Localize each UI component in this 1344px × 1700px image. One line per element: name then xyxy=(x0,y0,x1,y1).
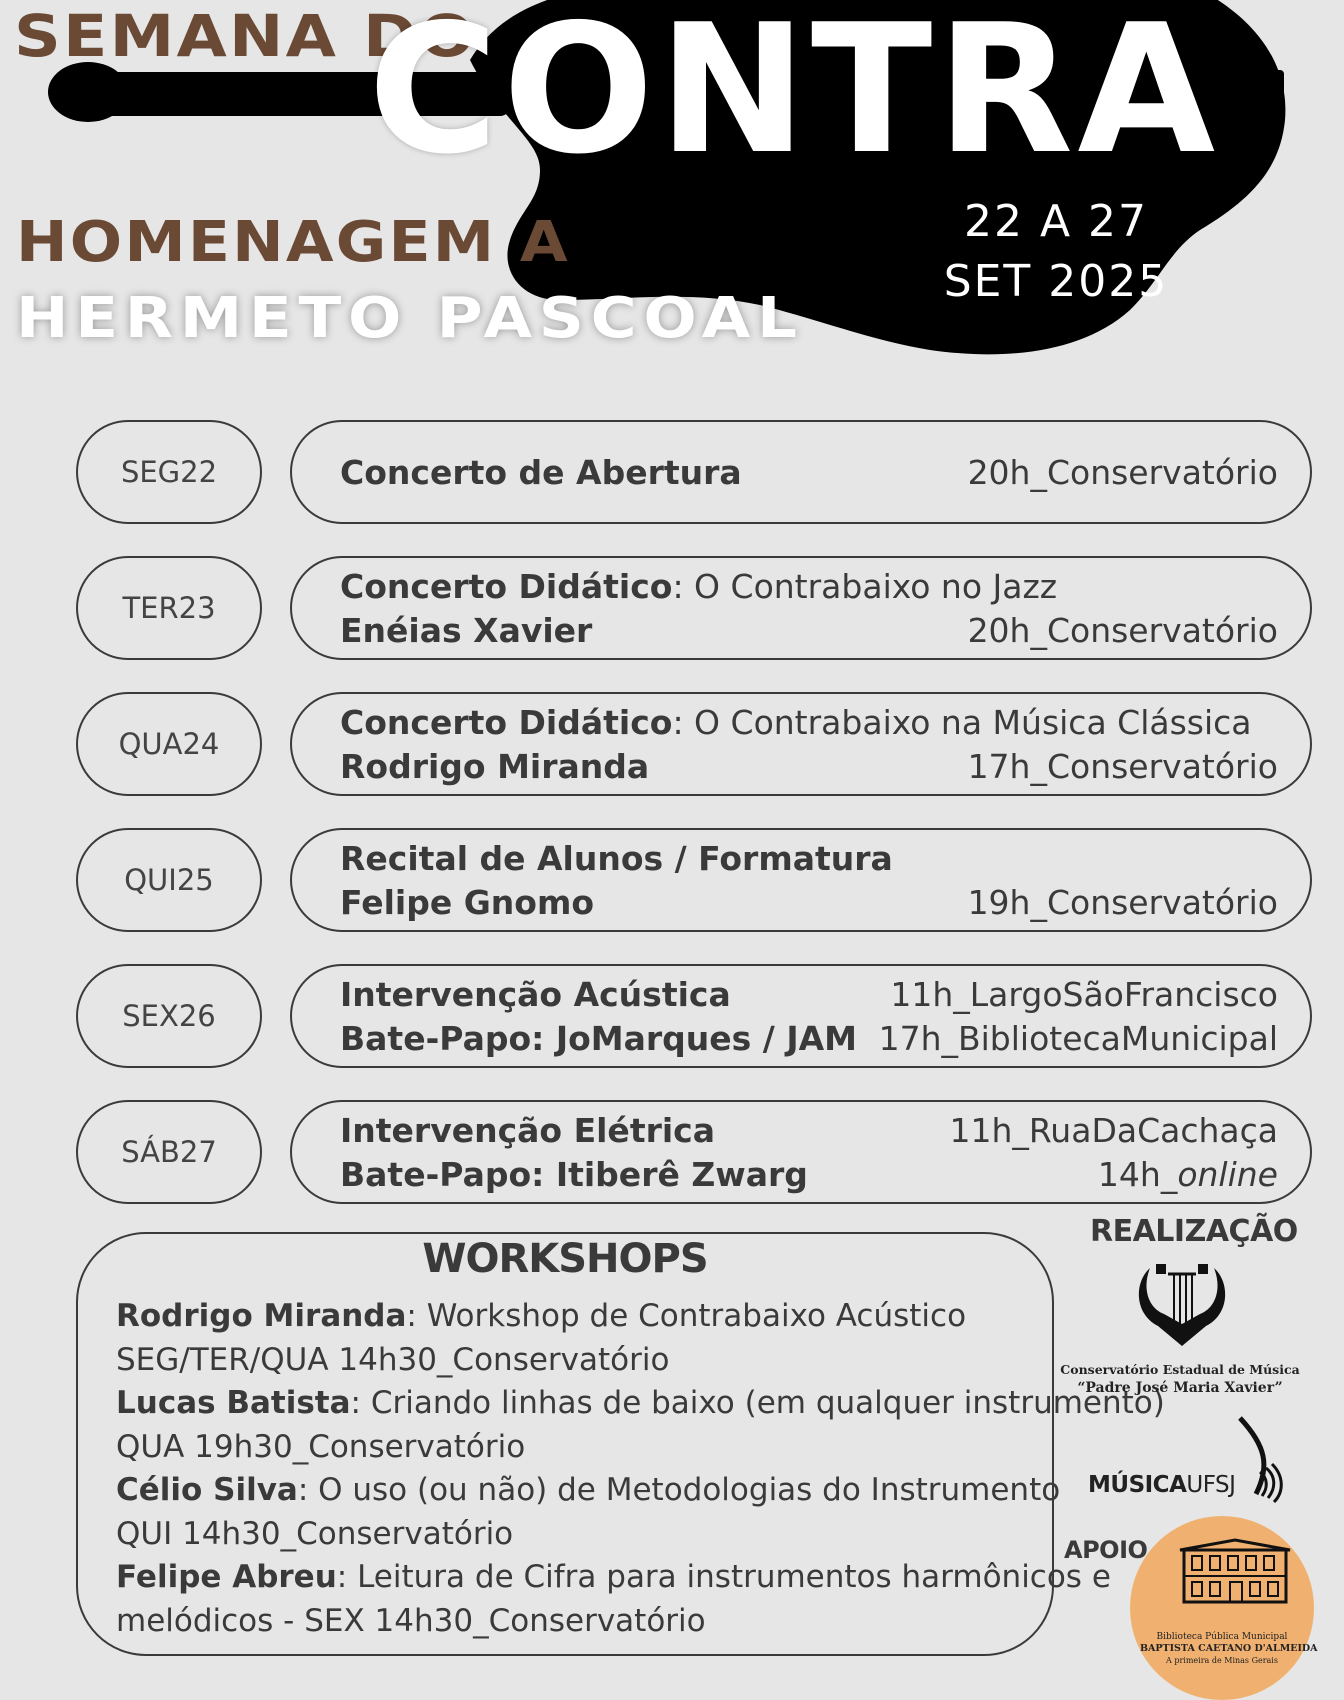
date-month-year: SET 2025 xyxy=(943,256,1169,307)
event-time-place: 20h_Conservatório xyxy=(967,452,1278,492)
event-performer: Bate-Papo: JoMarques / JAM xyxy=(340,1018,857,1058)
library-building-icon xyxy=(1178,1538,1292,1604)
event-performer: Enéias Xavier xyxy=(340,610,593,650)
workshop-item: Felipe Abreu: Leitura de Cifra para instrumentos harmônicos e xyxy=(116,1559,1111,1595)
event-time-place: 14h_online xyxy=(1097,1154,1278,1194)
workshop-when: QUA 19h30_Conservatório xyxy=(116,1429,526,1465)
event-row xyxy=(290,420,1312,524)
musica-ufsj-logo: MÚSICAUFSJ xyxy=(1088,1472,1236,1498)
event-row xyxy=(290,828,1312,932)
event-row xyxy=(290,692,1312,796)
event-time-place: 11h_RuaDaCachaça xyxy=(949,1110,1278,1150)
workshop-when: SEG/TER/QUA 14h30_Conservatório xyxy=(116,1342,670,1378)
event-performer: Felipe Gnomo xyxy=(340,882,595,922)
workshop-item: Lucas Batista: Criando linhas de baixo (em qualquer instrumento) xyxy=(116,1385,1165,1421)
event-title: Concerto Didático: O Contrabaixo no Jazz xyxy=(340,566,1058,606)
conservatorio-subname: “Padre José Maria Xavier” xyxy=(1077,1380,1283,1396)
workshop-item: Célio Silva: O uso (ou não) de Metodologias do Instrumento xyxy=(116,1472,1061,1508)
event-performer: Bate-Papo: Itiberê Zwarg xyxy=(340,1154,808,1194)
realizacao-label: REALIZAÇÃO xyxy=(1090,1214,1298,1249)
title-semana-do: SEMANA DO xyxy=(14,2,477,70)
day-badge: SEG22 xyxy=(76,420,262,524)
lyre-logo-icon xyxy=(1130,1262,1234,1352)
apoio-label: APOIO xyxy=(1064,1536,1148,1564)
conservatorio-name: Conservatório Estadual de Música xyxy=(1060,1362,1300,1377)
event-time-place: 20h_Conservatório xyxy=(967,610,1278,650)
biblioteca-line1: Biblioteca Pública Municipal xyxy=(1156,1632,1288,1642)
event-title: Concerto Didático: O Contrabaixo na Música Clássica xyxy=(340,702,1252,742)
workshop-when: melódicos - SEX 14h30_Conservatório xyxy=(116,1603,706,1639)
event-time-place: 17h_BibliotecaMunicipal xyxy=(878,1018,1278,1058)
event-title: Concerto de Abertura xyxy=(340,452,742,492)
biblioteca-line2: BAPTISTA CAETANO D'ALMEIDA xyxy=(1140,1643,1318,1654)
event-time-place: 11h_LargoSãoFrancisco xyxy=(890,974,1278,1014)
date-days: 22 A 27 xyxy=(963,196,1149,247)
event-title: Intervenção Acústica xyxy=(340,974,731,1014)
workshops-title: WORKSHOPS xyxy=(422,1236,708,1282)
sound-waves-icon xyxy=(1236,1416,1286,1506)
event-time-place: 17h_Conservatório xyxy=(967,746,1278,786)
day-badge: SEX26 xyxy=(76,964,262,1068)
event-row xyxy=(290,556,1312,660)
event-performer: Rodrigo Miranda xyxy=(340,746,650,786)
day-badge: SÁB27 xyxy=(76,1100,262,1204)
workshop-item: Rodrigo Miranda: Workshop de Contrabaixo Acústico xyxy=(116,1298,967,1334)
biblioteca-line3: A primeira de Minas Gerais xyxy=(1166,1656,1278,1665)
event-row xyxy=(290,964,1312,1068)
title-hermeto-pascoal: HERMETO PASCOAL xyxy=(16,286,804,351)
event-title: Recital de Alunos / Formatura xyxy=(340,838,893,878)
title-homenagem: HOMENAGEM A xyxy=(16,210,570,275)
event-row xyxy=(290,1100,1312,1204)
day-badge: QUI25 xyxy=(76,828,262,932)
title-contra: CONTRA xyxy=(368,0,1220,193)
workshop-when: QUI 14h30_Conservatório xyxy=(116,1516,514,1552)
event-title: Intervenção Elétrica xyxy=(340,1110,716,1150)
day-badge: QUA24 xyxy=(76,692,262,796)
event-time-place: 19h_Conservatório xyxy=(967,882,1278,922)
poster-header xyxy=(0,0,1344,370)
day-badge: TER23 xyxy=(76,556,262,660)
